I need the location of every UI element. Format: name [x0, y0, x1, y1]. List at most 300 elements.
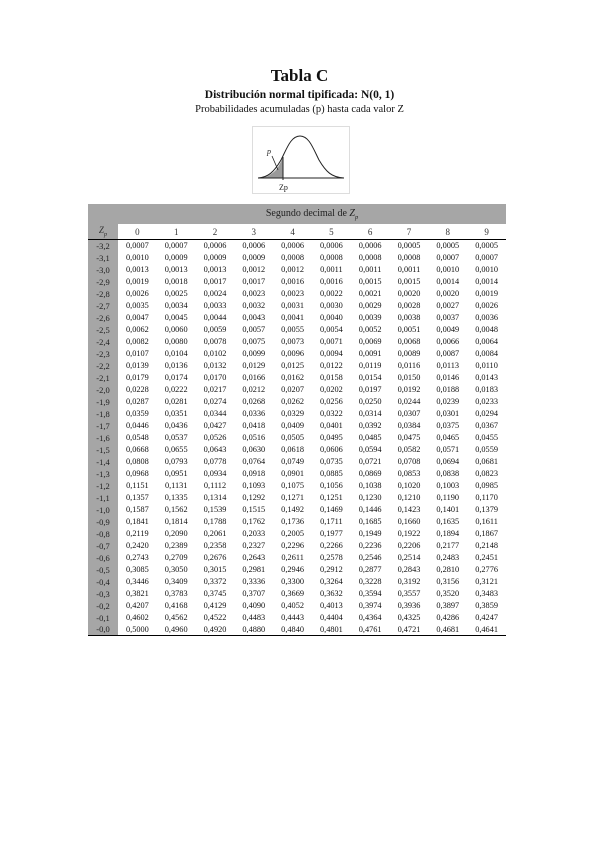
- probability-cell: 0,0008: [397, 253, 421, 262]
- probability-cell: 0,0918: [242, 469, 266, 478]
- probability-cell: 0,3264: [319, 577, 343, 586]
- probability-cell: 0,0026: [475, 301, 499, 310]
- probability-cell: 0,0233: [475, 397, 499, 406]
- z-value-cell: -2,8: [88, 288, 118, 300]
- probability-cell: 0,1539: [203, 505, 227, 514]
- probability-cell: 0,4404: [319, 613, 343, 622]
- probability-cell: 0,0014: [475, 277, 499, 286]
- column-header-4: 4: [273, 224, 312, 240]
- probability-cell: 0,0212: [242, 385, 266, 394]
- probability-cell: 0,0029: [358, 301, 382, 310]
- probability-cell: 0,2206: [397, 541, 421, 550]
- probability-cell: 0,4443: [281, 613, 304, 622]
- probability-cell: 0,4090: [242, 601, 266, 610]
- probability-cell: 0,1190: [436, 493, 460, 502]
- probability-cell: 0,0207: [281, 385, 304, 394]
- probability-cell: 0,0885: [319, 469, 343, 478]
- table-row: [88, 240, 506, 252]
- table-row: [88, 276, 506, 288]
- probability-cell: 0,0465: [436, 433, 460, 442]
- probability-cell: 0,0125: [281, 361, 304, 370]
- probability-cell: 0,0028: [397, 301, 421, 310]
- probability-cell: 0,3121: [475, 577, 499, 586]
- probability-cell: 0,3336: [242, 577, 266, 586]
- probability-cell: 0,0069: [358, 337, 382, 346]
- column-header-6: 6: [351, 224, 390, 240]
- probability-cell: 0,0014: [436, 277, 460, 286]
- z-column-header: [88, 224, 118, 240]
- probability-cell: 0,0359: [125, 409, 149, 418]
- table-row: [88, 372, 506, 384]
- probability-cell: 0,1038: [358, 481, 382, 490]
- probability-cell: 0,0150: [397, 373, 421, 382]
- probability-cell: 0,0202: [319, 385, 343, 394]
- probability-cell: 0,0968: [125, 469, 149, 478]
- probability-cell: 0,4364: [358, 613, 382, 622]
- probability-cell: 0,0618: [281, 445, 304, 454]
- probability-cell: 0,0630: [242, 445, 266, 454]
- probability-cell: 0,2389: [164, 541, 188, 550]
- probability-cell: 0,1335: [164, 493, 188, 502]
- probability-cell: 0,3821: [125, 589, 149, 598]
- probability-cell: 0,0019: [475, 289, 499, 298]
- probability-cell: 0,0129: [242, 361, 266, 370]
- table-row: [88, 288, 506, 300]
- table-row: [88, 504, 506, 516]
- probability-cell: 0,0735: [319, 457, 343, 466]
- probability-cell: 0,0136: [164, 361, 188, 370]
- probability-cell: 0,0009: [164, 253, 188, 262]
- probability-cell: 0,2709: [164, 553, 188, 562]
- table-row: [88, 336, 506, 348]
- probability-cell: 0,0071: [319, 337, 343, 346]
- probability-cell: 0,1788: [203, 517, 227, 526]
- probability-cell: 0,3783: [164, 589, 188, 598]
- probability-cell: 0,0041: [281, 313, 304, 322]
- table-row: [88, 312, 506, 324]
- probability-cell: 0,3372: [203, 577, 227, 586]
- table-body: [88, 240, 506, 636]
- probability-cell: 0,2776: [475, 565, 499, 574]
- table-row: [88, 384, 506, 396]
- probability-cell: 0,1711: [320, 517, 343, 526]
- probability-cell: 0,2676: [203, 553, 227, 562]
- probability-cell: 0,1685: [358, 517, 382, 526]
- probability-cell: 0,0031: [281, 301, 304, 310]
- column-header-0: 0: [118, 224, 157, 240]
- table-row: [88, 444, 506, 456]
- table-caption: Probabilidades acumuladas (p) hasta cada valor Z: [195, 104, 404, 115]
- probability-cell: 0,0013: [164, 265, 188, 274]
- probability-cell: 0,2546: [358, 553, 382, 562]
- probability-cell: 0,2296: [281, 541, 304, 550]
- probability-cell: 0,0262: [281, 397, 304, 406]
- probability-cell: 0,0008: [319, 253, 343, 262]
- z-value-cell: -2,0: [88, 384, 118, 396]
- probability-cell: 0,0025: [164, 289, 188, 298]
- probability-cell: 0,3483: [475, 589, 499, 598]
- probability-cell: 0,0367: [475, 421, 499, 430]
- probability-cell: 0,0082: [125, 337, 149, 346]
- probability-cell: 0,1357: [125, 493, 149, 502]
- column-header-3: 3: [234, 224, 273, 240]
- table-row: [88, 624, 506, 636]
- table-row: [88, 432, 506, 444]
- column-header-row: [88, 224, 506, 240]
- probability-cell: 0,1020: [397, 481, 421, 490]
- probability-cell: 0,0091: [358, 349, 382, 358]
- z-column-header-text: $Z_p$: [98, 225, 108, 238]
- probability-cell: 0,1230: [358, 493, 382, 502]
- probability-cell: 0,0427: [203, 421, 227, 430]
- probability-cell: 0,0314: [358, 409, 382, 418]
- probability-cell: 0,2451: [475, 553, 499, 562]
- probability-cell: 0,1762: [242, 517, 266, 526]
- probability-cell: 0,0197: [358, 385, 382, 394]
- probability-cell: 0,0392: [358, 421, 382, 430]
- probability-cell: 0,3557: [397, 589, 421, 598]
- z-value-cell: -0,8: [88, 528, 118, 540]
- probability-cell: 0,4168: [164, 601, 188, 610]
- probability-cell: 0,0051: [397, 325, 421, 334]
- probability-cell: 0,1660: [397, 517, 421, 526]
- probability-cell: 0,0015: [397, 277, 421, 286]
- probability-cell: 0,2483: [436, 553, 460, 562]
- probability-cell: 0,0019: [125, 277, 149, 286]
- probability-cell: 0,1075: [281, 481, 304, 490]
- probability-cell: 0,1867: [475, 529, 499, 538]
- z-value-cell: -1,8: [88, 408, 118, 420]
- probability-cell: 0,0256: [319, 397, 343, 406]
- probability-cell: 0,1611: [475, 517, 498, 526]
- probability-cell: 0,3409: [164, 577, 188, 586]
- column-header-8: 8: [428, 224, 467, 240]
- probability-cell: 0,0080: [164, 337, 188, 346]
- probability-cell: 0,0495: [319, 433, 343, 442]
- probability-cell: 0,0244: [397, 397, 421, 406]
- probability-cell: 0,0020: [436, 289, 460, 298]
- probability-cell: 0,4013: [319, 601, 343, 610]
- probability-cell: 0,3745: [203, 589, 227, 598]
- probability-cell: 0,0039: [358, 313, 382, 322]
- probability-cell: 0,0040: [319, 313, 343, 322]
- table-subtitle: Distribución normal tipificada: N(0, 1): [204, 89, 395, 101]
- probability-cell: 0,0060: [164, 325, 188, 334]
- probability-cell: 0,1292: [242, 493, 266, 502]
- probability-cell: 0,1814: [164, 517, 188, 526]
- probability-cell: 0,0033: [203, 301, 227, 310]
- probability-cell: 0,4286: [436, 613, 460, 622]
- probability-cell: 0,1151: [126, 481, 149, 490]
- probability-cell: 0,1401: [436, 505, 460, 514]
- probability-cell: 0,0005: [436, 241, 460, 251]
- probability-cell: 0,0516: [242, 433, 266, 442]
- probability-cell: 0,0017: [203, 277, 227, 286]
- z-value-cell: -3,1: [88, 252, 118, 264]
- probability-cell: 0,2148: [475, 541, 499, 550]
- probability-cell: 0,0007: [436, 253, 460, 262]
- probability-cell: 0,0287: [125, 397, 149, 406]
- second-decimal-header-text: Segundo decimal de $Z_p$: [265, 207, 359, 221]
- probability-cell: 0,0043: [242, 313, 266, 322]
- table-row: [88, 408, 506, 420]
- probability-cell: 0,3669: [281, 589, 304, 598]
- probability-cell: 0,4129: [203, 601, 227, 610]
- probability-cell: 0,2033: [242, 529, 266, 538]
- probability-cell: 0,2236: [358, 541, 382, 550]
- probability-cell: 0,0096: [281, 349, 304, 358]
- table-row: [88, 324, 506, 336]
- probability-cell: 0,3300: [281, 577, 304, 586]
- probability-cell: 0,0016: [319, 277, 343, 286]
- table-row: [88, 420, 506, 432]
- probability-cell: 0,2912: [319, 565, 343, 574]
- z-value-cell: -0,1: [88, 612, 118, 624]
- table-row: [88, 300, 506, 312]
- probability-cell: 0,0023: [281, 289, 304, 298]
- probability-cell: 0,0006: [358, 241, 382, 251]
- probability-cell: 0,0027: [436, 301, 460, 310]
- probability-cell: 0,4681: [428, 624, 467, 636]
- probability-cell: 0,4840: [273, 624, 312, 636]
- z-value-cell: -2,1: [88, 372, 118, 384]
- table-row: [88, 456, 506, 468]
- probability-cell: 0,0045: [164, 313, 188, 322]
- table-row: [88, 492, 506, 504]
- column-header-7: 7: [390, 224, 429, 240]
- probability-cell: 0,0934: [203, 469, 227, 478]
- probability-cell: 0,0036: [475, 313, 499, 322]
- table-row: [88, 528, 506, 540]
- probability-cell: 0,0037: [436, 313, 460, 322]
- probability-cell: 0,0548: [125, 433, 149, 442]
- probability-cell: 0,0301: [436, 409, 460, 418]
- probability-cell: 0,1587: [125, 505, 149, 514]
- probability-cell: 0,1562: [164, 505, 188, 514]
- probability-cell: 0,0010: [125, 253, 149, 262]
- probability-cell: 0,0024: [203, 289, 227, 298]
- probability-cell: 0,2005: [281, 529, 304, 538]
- table-row: [88, 600, 506, 612]
- probability-cell: 0,0162: [281, 373, 304, 382]
- probability-cell: 0,1251: [319, 493, 343, 502]
- normal-distribution-table: [88, 204, 506, 636]
- probability-cell: 0,0017: [242, 277, 266, 286]
- probability-cell: 0,0030: [319, 301, 343, 310]
- probability-cell: 0,0505: [281, 433, 304, 442]
- probability-cell: 0,0015: [358, 277, 382, 286]
- probability-cell: 0,0073: [281, 337, 304, 346]
- table-row: [88, 540, 506, 552]
- z-value-cell: -1,9: [88, 396, 118, 408]
- probability-cell: 0,0764: [242, 457, 266, 466]
- z-value-cell: -2,3: [88, 348, 118, 360]
- probability-cell: 0,0038: [397, 313, 421, 322]
- probability-cell: 0,1314: [203, 493, 227, 502]
- probability-cell: 0,0021: [358, 289, 382, 298]
- probability-cell: 0,0139: [125, 361, 149, 370]
- probability-cell: 0,2643: [242, 553, 266, 562]
- probability-cell: 0,0013: [203, 265, 227, 274]
- probability-cell: 0,1170: [475, 493, 498, 502]
- probability-cell: 0,0064: [475, 337, 499, 346]
- probability-cell: 0,2611: [281, 553, 304, 562]
- probability-cell: 0,1736: [281, 517, 304, 526]
- probability-cell: 0,1210: [397, 493, 421, 502]
- probability-cell: 0,0537: [164, 433, 188, 442]
- probability-cell: 0,0057: [242, 325, 266, 334]
- probability-cell: 0,3594: [358, 589, 382, 598]
- probability-cell: 0,0853: [397, 469, 421, 478]
- probability-cell: 0,1112: [203, 481, 227, 490]
- z-value-cell: -0,4: [88, 576, 118, 588]
- probability-cell: 0,0005: [475, 241, 499, 251]
- probability-cell: 0,2946: [281, 565, 304, 574]
- probability-cell: 0,0708: [397, 457, 421, 466]
- probability-cell: 0,0006: [242, 241, 266, 251]
- probability-cell: 0,0084: [475, 349, 499, 358]
- probability-cell: 0,1423: [397, 505, 421, 514]
- probability-cell: 0,4761: [351, 624, 390, 636]
- table-row: [88, 348, 506, 360]
- probability-cell: 0,0078: [203, 337, 227, 346]
- probability-cell: 0,0132: [203, 361, 227, 370]
- z-value-cell: -3,2: [88, 240, 118, 252]
- second-decimal-header: [118, 204, 506, 224]
- probability-cell: 0,0075: [242, 337, 266, 346]
- z-value-cell: -1,5: [88, 444, 118, 456]
- probability-cell: 0,0329: [281, 409, 304, 418]
- probability-cell: 0,0793: [164, 457, 188, 466]
- probability-cell: 0,1003: [436, 481, 460, 490]
- probability-cell: 0,0009: [203, 253, 227, 262]
- probability-cell: 0,3156: [436, 577, 460, 586]
- probability-cell: 0,0054: [319, 325, 343, 334]
- probability-cell: 0,0012: [281, 265, 304, 274]
- probability-cell: 0,0107: [125, 349, 149, 358]
- probability-cell: 0,0823: [475, 469, 499, 478]
- probability-cell: 0,2327: [242, 541, 266, 550]
- table-row: [88, 552, 506, 564]
- probability-cell: 0,0122: [319, 361, 343, 370]
- table-row: [88, 396, 506, 408]
- probability-cell: 0,0006: [281, 241, 304, 251]
- probability-cell: 0,0007: [475, 253, 499, 262]
- normal-curve-figure: [252, 126, 350, 194]
- probability-cell: 0,0146: [436, 373, 460, 382]
- probability-cell: 0,4721: [390, 624, 429, 636]
- z-value-cell: -2,5: [88, 324, 118, 336]
- probability-cell: 0,3632: [319, 589, 343, 598]
- probability-cell: 0,4641: [467, 624, 506, 636]
- probability-cell: 0,2743: [125, 553, 149, 562]
- table-row: [88, 564, 506, 576]
- table-corner-cell: [88, 204, 118, 224]
- probability-cell: 0,0059: [203, 325, 227, 334]
- z-value-cell: -1,3: [88, 468, 118, 480]
- probability-cell: 0,0143: [475, 373, 499, 382]
- probability-cell: 0,4325: [397, 613, 421, 622]
- z-value-cell: -1,4: [88, 456, 118, 468]
- z-value-cell: -0,5: [88, 564, 118, 576]
- z-value-cell: -1,6: [88, 432, 118, 444]
- probability-cell: 0,4920: [196, 624, 235, 636]
- probability-cell: 0,0281: [164, 397, 188, 406]
- z-value-cell: -1,2: [88, 480, 118, 492]
- z-value-cell: -2,2: [88, 360, 118, 372]
- probability-cell: 0,0418: [242, 421, 266, 430]
- probability-cell: 0,3228: [358, 577, 382, 586]
- probability-cell: 0,3015: [203, 565, 227, 574]
- z-value-cell: -0,3: [88, 588, 118, 600]
- probability-cell: 0,0375: [436, 421, 460, 430]
- probability-cell: 0,0011: [397, 265, 421, 274]
- probability-cell: 0,2177: [436, 541, 460, 550]
- probability-cell: 0,0606: [319, 445, 343, 454]
- probability-cell: 0,0475: [397, 433, 421, 442]
- probability-cell: 0,0174: [164, 373, 188, 382]
- probability-cell: 0,0166: [242, 373, 266, 382]
- page-title: Tabla C: [270, 66, 329, 85]
- probability-cell: 0,0011: [320, 265, 343, 274]
- probability-cell: 0,1949: [358, 529, 382, 538]
- probability-cell: 0,0066: [436, 337, 460, 346]
- probability-cell: 0,2090: [164, 529, 188, 538]
- probability-cell: 0,0020: [397, 289, 421, 298]
- z-value-cell: -1,1: [88, 492, 118, 504]
- probability-cell: 0,0869: [358, 469, 382, 478]
- probability-cell: 0,4960: [157, 624, 196, 636]
- probability-cell: 0,0110: [475, 361, 498, 370]
- probability-cell: 0,0526: [203, 433, 227, 442]
- probability-cell: 0,0032: [242, 301, 266, 310]
- probability-cell: 0,0446: [125, 421, 149, 430]
- probability-cell: 0,0655: [164, 445, 188, 454]
- table-row: [88, 612, 506, 624]
- probability-cell: 0,0049: [436, 325, 460, 334]
- probability-cell: 0,1515: [242, 505, 266, 514]
- probability-cell: 0,0294: [475, 409, 499, 418]
- table-row: [88, 468, 506, 480]
- probability-cell: 0,0401: [319, 421, 343, 430]
- probability-cell: 0,4522: [203, 613, 227, 622]
- probability-cell: 0,4207: [125, 601, 149, 610]
- probability-cell: 0,1093: [242, 481, 266, 490]
- probability-cell: 0,1446: [358, 505, 382, 514]
- probability-cell: 0,0016: [281, 277, 304, 286]
- probability-cell: 0,0048: [475, 325, 499, 334]
- probability-cell: 0,2578: [319, 553, 343, 562]
- table-row: [88, 252, 506, 264]
- probability-cell: 0,0005: [397, 241, 421, 251]
- column-header-5: 5: [312, 224, 351, 240]
- probability-cell: 0,0409: [281, 421, 304, 430]
- probability-cell: 0,0099: [242, 349, 266, 358]
- probability-cell: 0,3085: [125, 565, 149, 574]
- probability-cell: 0,0034: [164, 301, 188, 310]
- probability-cell: 0,3859: [475, 601, 499, 610]
- probability-cell: 0,0026: [125, 289, 149, 298]
- probability-cell: 0,0985: [475, 481, 499, 490]
- probability-cell: 0,4247: [475, 613, 499, 622]
- probability-cell: 0,0951: [164, 469, 188, 478]
- probability-cell: 0,0094: [319, 349, 343, 358]
- probability-cell: 0,0681: [475, 457, 499, 466]
- probability-cell: 0,0023: [242, 289, 266, 298]
- probability-cell: 0,0007: [164, 241, 188, 251]
- probability-cell: 0,0351: [164, 409, 188, 418]
- probability-cell: 0,0010: [475, 265, 499, 274]
